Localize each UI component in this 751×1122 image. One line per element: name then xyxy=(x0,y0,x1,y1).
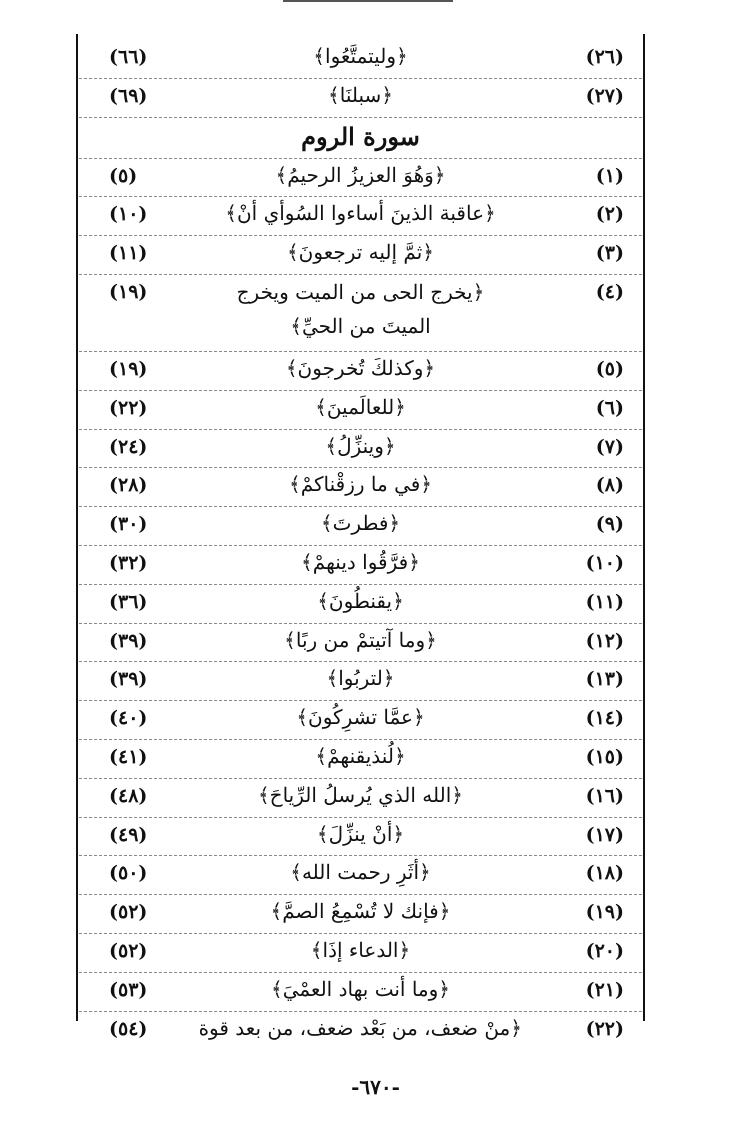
table-row xyxy=(79,934,642,973)
verse-reference: (١٠) xyxy=(109,203,148,226)
entry-number: (١٥) xyxy=(585,745,624,768)
entry-number: (٥) xyxy=(595,357,624,380)
entry-phrase: ﴿وليتمتَّعُوا﴾ xyxy=(313,44,408,68)
verse-reference: (٥٢) xyxy=(109,939,148,962)
table-row xyxy=(79,546,642,585)
table-row xyxy=(79,352,642,391)
table-row xyxy=(79,701,642,740)
table-row xyxy=(79,430,642,469)
verse-reference: (٥) xyxy=(109,164,138,187)
entry-phrase: ﴿أثَرِ رحمت الله﴾ xyxy=(290,860,431,885)
entry-phrase: ﴿فرَّقُوا دينهمْ﴾ xyxy=(301,549,420,574)
entry-phrase: ﴿في ما رزقْناكمْ﴾ xyxy=(288,472,433,497)
verse-reference: (٢٢) xyxy=(109,396,148,419)
table-row xyxy=(79,507,642,546)
table-row xyxy=(79,740,642,779)
entry-number: (٢٦) xyxy=(585,46,624,68)
entry-phrase: ﴿للعالَمينَ﴾ xyxy=(315,394,406,419)
verse-reference: (٥٣) xyxy=(109,978,148,1001)
table-row xyxy=(79,159,642,198)
verse-reference: (١٩) xyxy=(109,280,148,303)
table-row xyxy=(79,468,642,507)
verse-reference: (٥٢) xyxy=(109,901,148,924)
entry-number: (١٤) xyxy=(585,707,624,730)
entry-phrase: ﴿وكذلكَ تُخرجونَ﴾ xyxy=(285,355,436,380)
entry-phrase: ﴿لُنذيقنهمْ﴾ xyxy=(315,743,406,768)
entry-phrase: ﴿لتربُوا﴾ xyxy=(326,666,395,691)
entry-phrase: ﴿سبلنَا﴾ xyxy=(328,82,393,107)
entry-phrase: ﴿عمَّا تشرِكُونَ﴾ xyxy=(296,705,425,730)
entry-number: (٨) xyxy=(595,474,624,497)
entry-phrase: ﴿وينزِّلُ﴾ xyxy=(325,433,396,458)
verse-reference: (٥٠) xyxy=(109,862,148,885)
index-rows xyxy=(79,40,642,1049)
entry-phrase: ﴿فإنك لا تُسْمِعُ الصمَّ﴾ xyxy=(270,899,451,924)
right-border xyxy=(643,34,645,1021)
entry-phrase: ﴿الدعاء إذَا﴾ xyxy=(310,937,411,962)
entry-phrase: ﴿وما أنت بهاد العمْيَ﴾ xyxy=(270,976,451,1001)
entry-number: (٣) xyxy=(595,242,624,265)
table-row xyxy=(79,856,642,895)
index-table xyxy=(76,34,645,1040)
table-row xyxy=(79,275,642,352)
entry-number: (٦) xyxy=(595,396,624,419)
table-row xyxy=(79,973,642,1012)
table-row xyxy=(79,585,642,624)
verse-reference: (٢٨) xyxy=(109,474,148,497)
verse-reference: (٤٩) xyxy=(109,823,148,846)
entry-phrase: ﴿يقنطُونَ﴾ xyxy=(317,588,404,613)
table-row xyxy=(79,79,642,118)
entry-phrase: ﴿منْ ضعف، من بَعْد ضعف، من بعد قوة xyxy=(198,1015,522,1040)
table-row xyxy=(79,1012,642,1050)
verse-reference: (٥٤) xyxy=(109,1017,148,1040)
entry-number: (١٠) xyxy=(585,551,624,574)
table-row xyxy=(79,236,642,275)
surah-heading-row xyxy=(79,118,642,159)
verse-reference: (١٩) xyxy=(109,357,148,380)
entry-number: (١) xyxy=(595,164,624,187)
table-row xyxy=(79,818,642,857)
verse-reference: (١١) xyxy=(109,242,148,265)
entry-number: (١٨) xyxy=(585,862,624,885)
entry-phrase: ﴿وَهُوَ العزيزُ الرحيمُ﴾ xyxy=(275,162,446,187)
verse-reference: (٤٠) xyxy=(109,707,148,730)
surah-heading: سورة الروم xyxy=(301,121,420,151)
entry-number: (٤) xyxy=(595,280,624,303)
entry-number: (٩) xyxy=(595,513,624,536)
table-row xyxy=(79,895,642,934)
page-number: -٦٧٠- xyxy=(351,1075,400,1099)
table-row xyxy=(79,40,642,79)
entry-number: (٢١) xyxy=(585,978,624,1001)
verse-reference: (٦٩) xyxy=(109,84,148,107)
entry-phrase: ﴿يخرج الحى من الميت ويخرج الميتَ من الحيِّ﴾ xyxy=(236,279,485,338)
entry-phrase: ﴿ثمَّ إليه ترجعونَ﴾ xyxy=(286,240,435,265)
entry-number: (٢٢) xyxy=(585,1017,624,1040)
top-rule xyxy=(283,0,453,2)
table-row xyxy=(79,779,642,818)
entry-number: (٢٠) xyxy=(585,939,624,962)
table-row xyxy=(79,391,642,430)
verse-reference: (٣٦) xyxy=(109,590,148,613)
entry-number: (٢٧) xyxy=(585,84,624,107)
entry-number: (١٣) xyxy=(585,668,624,691)
entry-phrase: ﴿وما آتيتمْ من ربًا﴾ xyxy=(284,627,437,652)
verse-reference: (٢٤) xyxy=(109,435,148,458)
verse-reference: (٣٠) xyxy=(109,513,148,536)
entry-phrase: ﴿فطرتَ﴾ xyxy=(320,511,401,536)
verse-reference: (٤١) xyxy=(109,745,148,768)
entry-number: (١٩) xyxy=(585,901,624,924)
table-row xyxy=(79,197,642,236)
table-row xyxy=(79,624,642,663)
verse-reference: (٣٩) xyxy=(109,668,148,691)
verse-reference: (٦٦) xyxy=(109,46,148,68)
left-border xyxy=(76,34,78,1021)
entry-number: (٢) xyxy=(595,203,624,226)
entry-number: (١٦) xyxy=(585,784,624,807)
verse-reference: (٤٨) xyxy=(109,784,148,807)
table-row xyxy=(79,662,642,701)
entry-number: (١٢) xyxy=(585,629,624,652)
entry-phrase: ﴿عاقبة الذينَ أساءوا السُوأي أنْ﴾ xyxy=(225,201,496,226)
entry-number: (٧) xyxy=(595,435,624,458)
entry-number: (١١) xyxy=(585,590,624,613)
verse-reference: (٣٢) xyxy=(109,551,148,574)
entry-number: (١٧) xyxy=(585,823,624,846)
verse-reference: (٣٩) xyxy=(109,629,148,652)
entry-phrase: ﴿أنْ ينزِّلَ﴾ xyxy=(316,821,405,846)
entry-phrase: ﴿الله الذي يُرسلُ الرِّياحَ﴾ xyxy=(257,782,464,807)
